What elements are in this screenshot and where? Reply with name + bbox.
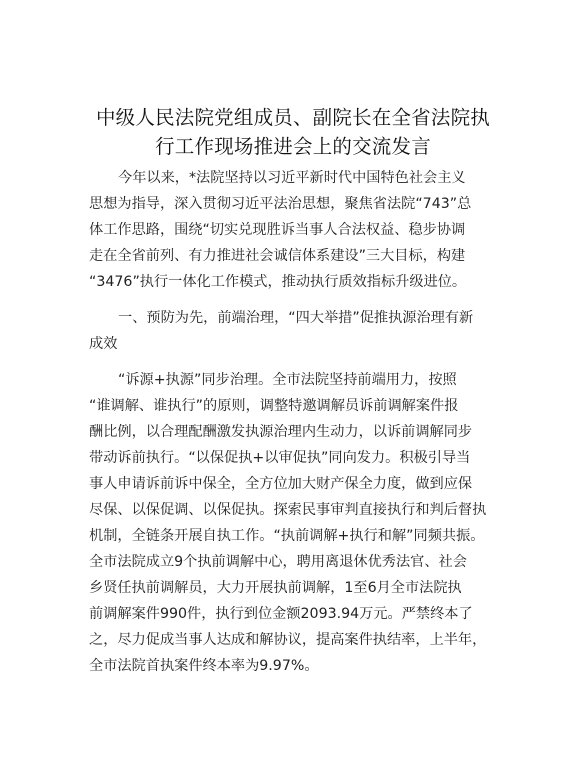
paragraph-1-line-3: 体工作思路，围绕“切实兑现胜诉当事人合法权益、稳步协调: [89, 222, 466, 238]
paragraph-2-line-1: “诉源+执源”同步治理。全市法院坚持前端用力，按照: [118, 372, 457, 388]
paragraph-2-line-9: 乡贤任执前调解员，大力开展执前调解，1至6月全市法院执: [89, 580, 462, 596]
paragraph-2-line-7: 机制，全链条开展自执工作。“执前调解+执行和解”同频共振。: [89, 528, 485, 544]
paragraph-2-line-11: 之，尽力促成当事人达成和解协议，提高案件执结率，上半年，: [89, 632, 487, 648]
paragraph-2-line-6: 尽保、以保促调、以保促执。探索民事审判直接执行和判后督执: [89, 502, 487, 518]
paragraph-1-line-4: 走在全省前列、有力推进社会诚信体系建设”三大目标，构建: [89, 248, 466, 264]
paragraph-1-line-2: 思想为指导，深入贯彻习近平法治思想，聚焦省法院“743”总: [89, 196, 472, 212]
section-heading-line-1: 一、预防为先，前端治理，“四大举措”促推执源治理有新: [118, 310, 474, 326]
paragraph-2-line-12: 全市法院首执案件终本率为9.97%。: [89, 658, 319, 674]
paragraph-2-line-5: 事人申请诉前诉中保全，全方位加大财产保全力度，做到应保: [89, 476, 473, 492]
document-title-line-1: 中级人民法院党组成员、副院长在全省法院执: [95, 106, 490, 129]
paragraph-1-line-1: 今年以来，*法院坚持以习近平新时代中国特色社会主义: [118, 170, 466, 186]
paragraph-2-line-4: 带动诉前执行。“以保促执+以审促执”同向发力。积极引导当: [89, 450, 471, 466]
paragraph-1-line-5: “3476”执行一体化工作模式，推动执行质效指标升级进位。: [89, 274, 467, 290]
section-heading-line-2: 成效: [89, 336, 118, 352]
paragraph-2-line-2: “谁调解、谁执行”的原则，调整特邀调解员诉前调解案件报: [89, 398, 459, 414]
paragraph-2-line-3: 酬比例，以合理配酬激发执源治理内生动力，以诉前调解同步: [89, 424, 473, 440]
paragraph-2-line-10: 前调解案件990件，执行到位金额2093.94万元。严禁终本了: [89, 606, 473, 622]
document-title-line-2: 行工作现场推进会上的交流发言: [155, 135, 431, 158]
paragraph-2-line-8: 全市法院成立9个执前调解中心，聘用离退休优秀法官、社会: [89, 554, 467, 570]
